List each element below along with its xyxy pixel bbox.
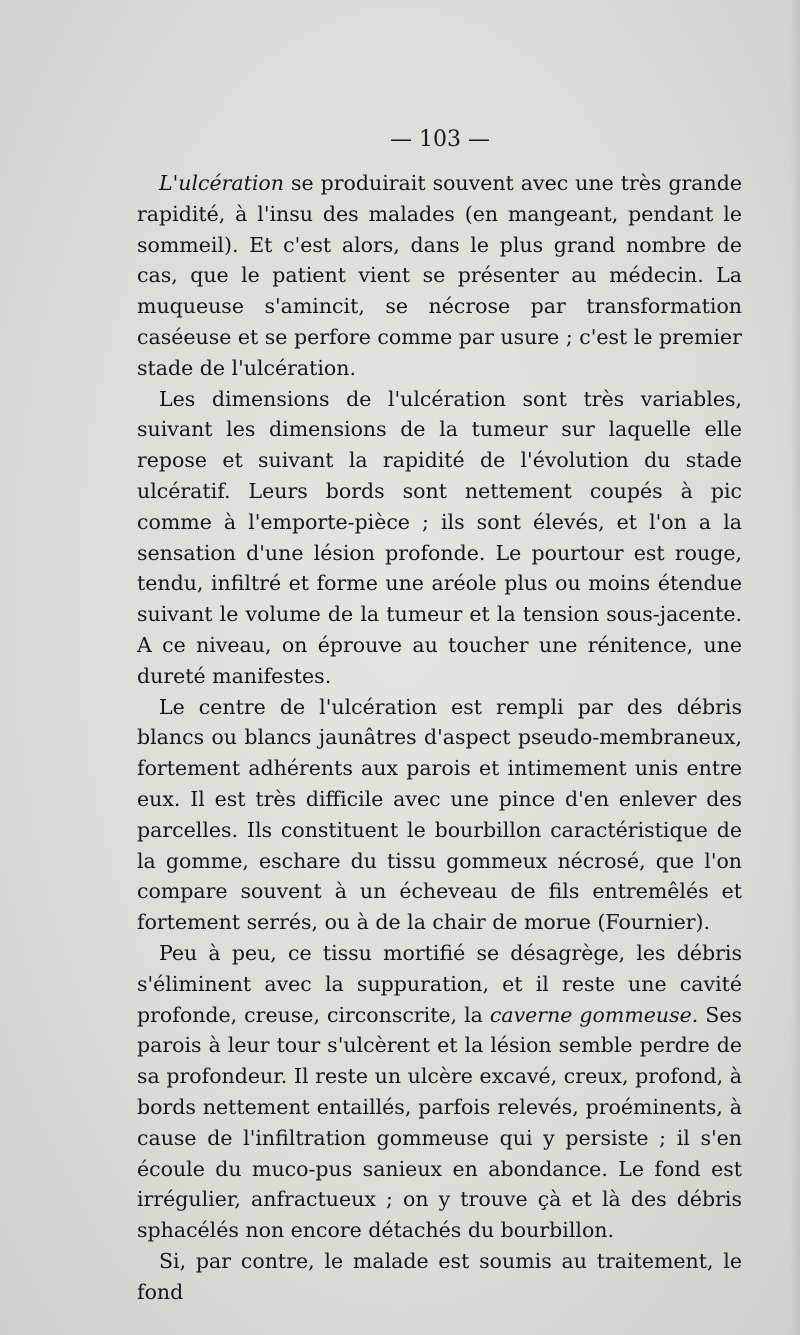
- paragraph-caverne: [137, 938, 742, 1246]
- lead-term: L'ulcération: [159, 171, 284, 195]
- paragraph-text: Ses parois à leur tour s'ulcèrent et la lésion semble perdre de sa profondeur. Il reste un ulcère excavé, creux, profond, à bords nettement entaillés, parfois relevés, proéminents, à cause de l'infiltration gommeuse qui y persiste ; il s'en écoule du muco-pus sanieux en abondance. Le fond est irrégulier, anfractueux ; on y trouve çà et là des débris sphacélés non encore détachés du bourbillon.: [137, 1002, 742, 1243]
- paragraph-text: Si, par contre, le malade est soumis au traitement, le fond: [137, 1248, 742, 1304]
- paragraph-ulceration: [137, 168, 742, 384]
- paragraph-text: Peu à peu, ce tissu mortifié se désagrège, les débris s'éliminent avec la suppuration, et il reste une cavité profonde, creuse, circonscrite, la: [137, 940, 742, 1027]
- paragraph-dimensions: [137, 384, 742, 692]
- paragraph-traitement: [137, 1246, 742, 1308]
- page-edge-shadow: [790, 0, 800, 1335]
- paragraph-text: Le centre de l'ulcération est rempli par des débris blancs ou blancs jaunâtres d'aspect pseudo-membraneux, fortement adhérents aux parois et intimement unis entre eux. Il est très difficile avec une pince d'en enlever des parcelles. Ils constituent le bourbillon caractéristique de la gomme, eschare du tissu gommeux nécrosé, que l'on compare souvent à un écheveau de fils entremêlés et fortement serrés, ou à de la chair de morue (Fournier).: [137, 694, 742, 935]
- paragraph-centre: [137, 692, 742, 938]
- italic-term: caverne gommeuse.: [489, 1002, 699, 1027]
- body-text: [137, 168, 742, 1307]
- page-number: — 103 —: [390, 127, 490, 152]
- paragraph-text: se produirait souvent avec une très grande rapidité, à l'insu des malades (en mangeant, pendant le sommeil). Et c'est alors, dans le plus grand nombre de cas, que le patient vient se présenter au médecin. La muqueuse s'amincit, se nécrose par transformation caséeuse et se perfore comme par usure ; c'est le premier stade de l'ulcération.: [137, 171, 742, 380]
- paragraph-text: Les dimensions de l'ulcération sont très variables, suivant les dimensions de la tumeur sur laquelle elle repose et suivant la rapidité de l'évolution du stade ulcératif. Leurs bords sont nettement coupés à pic comme à l'emporte-pièce ; ils sont élevés, et l'on a la sensation d'une lésion profonde. Le pourtour est rouge, tendu, infiltré et forme une aréole plus ou moins étendue suivant le volume de la tumeur et la tension sous-jacente. A ce niveau, on éprouve au toucher une rénitence, une dureté manifestes.: [137, 386, 742, 688]
